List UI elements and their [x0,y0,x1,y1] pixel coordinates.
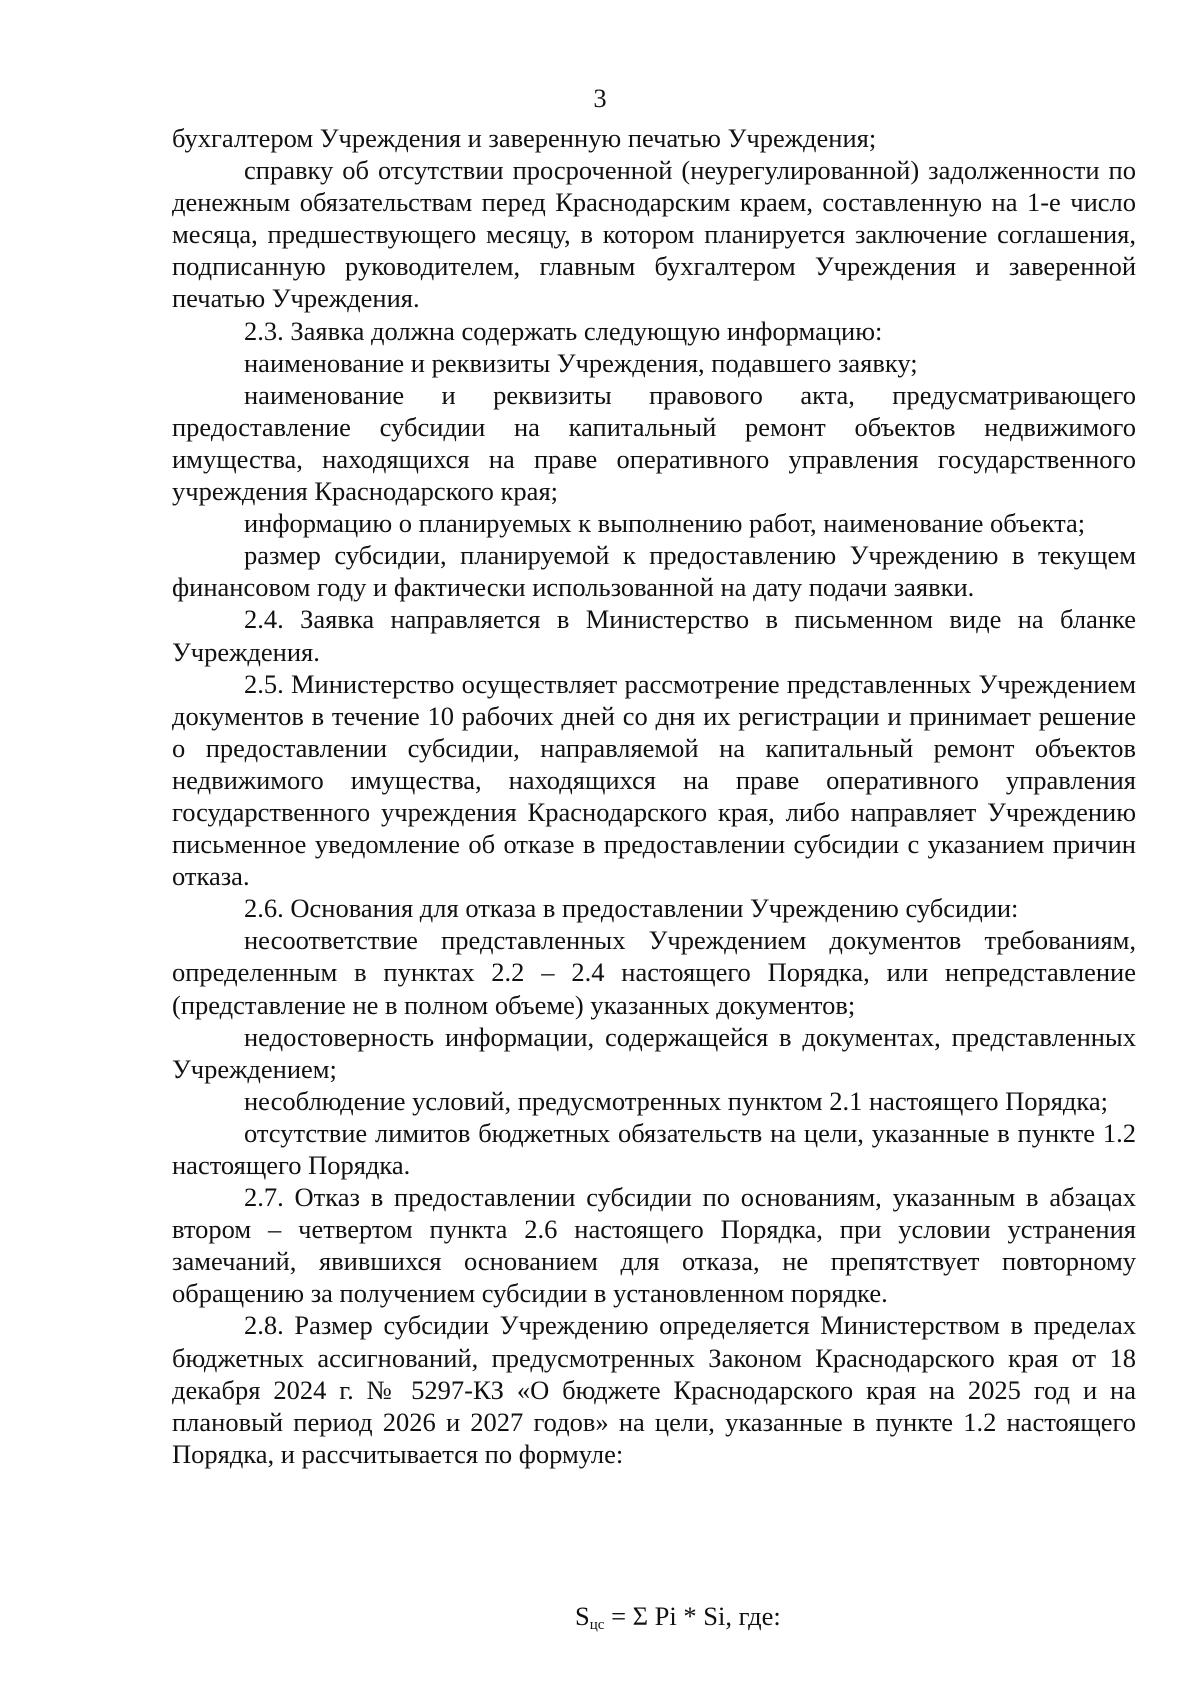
paragraph-noncompliance: несоблюдение условий, предусмотренных пунктом 2.1 настоящего Порядка; [244,1085,1108,1116]
paragraph-2-7: 2.7. Отказ в предоставлении субсидии по основаниям, указанным в абзацах втором – четвертом пункта 2.6 настоящего Порядка, при условии устранения замечаний, явившихся основанием для отказа, не препятствует повторному обращению за получением субсидии в установленном порядке. [172,1182,1136,1309]
paragraph-debt-certificate: справку об отсутствии просроченной (неурегулированной) задолженности по денежным обязательствам перед Краснодарским краем, составленную на 1-е число месяца, предшествующего месяцу, в котором планируется заключение соглашения, подписанную руководителем, главным бухгалтером Учреждения и заверенной печатью Учреждения. [172,155,1136,314]
paragraph-2-8: 2.8. Размер субсидии Учреждению определяется Министерством в пределах бюджетных ассигнований, предусмотренных Законом Краснодарского края от 18 декабря 2024 г. № 5297-КЗ «О бюджете Краснодарского края на 2025 год и на плановый период 2026 и 2027 годов» на цели, указанные в пункте 1.2 настоящего Порядка, и рассчитывается по формуле: [172,1310,1136,1469]
paragraph-institution-details: наименование и реквизиты Учреждения, подавшего заявку; [244,347,918,378]
paragraph-subsidy-amount: размер субсидии, планируемой к предоставлению Учреждению в текущем финансовом году и фактически использованной на дату подачи заявки. [172,540,1136,603]
paragraph-no-limits: отсутствие лимитов бюджетных обязательств на цели, указанные в пункте 1.2 настоящего Порядка. [172,1117,1136,1180]
paragraph-legal-act-details: наименование и реквизиты правового акта, предусматривающего предоставление субсидии на капитальный ремонт объектов недвижимого имущества, находящихся на праве оперативного управления государственного учреждения Краснодарского края; [172,379,1136,507]
formula-rhs: = Σ Pi * Si, где: [604,1601,781,1631]
formula [575,1600,781,1632]
formula-subscript: цс [589,1617,605,1633]
paragraph-nonconformity: несоответствие представленных Учреждением документов требованиям, определенным в пунктах 2.2 – 2.4 настоящего Порядка, или непредставление (представление не в полном объеме) указанных документов; [172,925,1136,1020]
paragraph-unreliability: недостоверность информации, содержащейся в документах, представленных Учреждением; [172,1021,1136,1084]
document-body [172,122,1136,1470]
paragraph-2-4: 2.4. Заявка направляется в Министерство в письменном виде на бланке Учреждения. [172,604,1136,667]
paragraph-2-3: 2.3. Заявка должна содержать следующую информацию: [244,315,883,346]
formula-lhs: S [575,1601,590,1631]
paragraph-continuation: бухгалтером Учреждения и заверенную печатью Учреждения; [172,123,877,153]
page-number: 3 [593,83,607,113]
paragraph-2-5: 2.5. Министерство осуществляет рассмотрение представленных Учреждением документов в течение 10 рабочих дней со дня их регистрации и принимает решение о предоставлении субсидии, направляемой на капитальный ремонт объектов недвижимого имущества, находящихся на праве оперативного управления государственного учреждения Краснодарского края, либо направляет Учреждению письменное уведомление об отказе в предоставлении субсидии с указанием причин отказа. [172,668,1136,892]
paragraph-planned-works: информацию о планируемых к выполнению работ, наименование объекта; [244,508,1086,539]
paragraph-2-6: 2.6. Основания для отказа в предоставлении Учреждению субсидии: [244,893,1019,924]
